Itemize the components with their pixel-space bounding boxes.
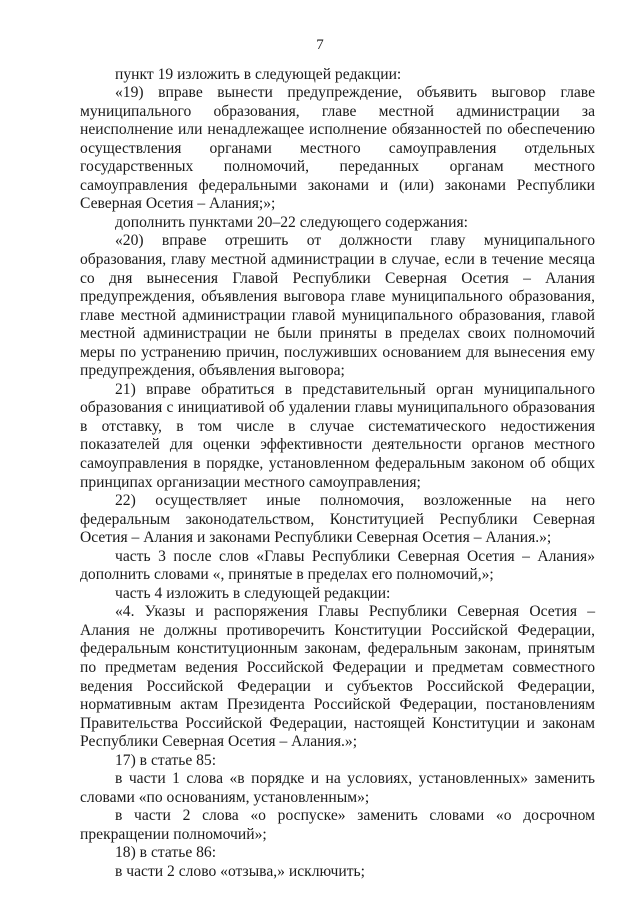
paragraph: часть 4 изложить в следующей редакции:: [115, 584, 391, 602]
paragraph: в части 2 слово «отзыва,» исключить;: [115, 863, 365, 881]
paragraph: пункт 19 изложить в следующей редакции:: [115, 65, 402, 83]
paragraph: «19) вправе вынести предупреждение, объявить выговор главе муниципального образования, главе местной администрации за неисполнение или ненадлежащее исполнение обязанностей по обеспечению осуществления органами местного самоуправления отдельных государственных полномочий, переданных органам местного самоуправления федеральными законами и (или) законами Республики Северная Осетия – Алания;»;: [80, 84, 595, 213]
paragraph: «4. Указы и распоряжения Главы Республики Северная Осетия – Алания не должны противоречить Конституции Российской Федерации, федеральным конституционным законам, федеральным законам, принятым по предметам ведения Российской Федерации и предметам совместного ведения Российской Федерации и субъектов Российской Федерации, нормативным актам Президента Российской Федерации, постановлениям Правительства Российской Федерации, настоящей Конституции и законам Республики Северная Осетия – Алания.»;: [80, 603, 595, 751]
paragraph: дополнить пунктами 20–22 следующего содержания:: [115, 213, 468, 231]
paragraph: 18) в статье 86:: [115, 844, 217, 862]
paragraph: 21) вправе обратиться в представительный орган муниципального образования с инициативой об удалении главы муниципального образования в отставку, в том числе в случае систематического недостижения показателей для оценки эффективности деятельности органов местного самоуправления в порядке, установленном федеральным законом об общих принципах организации местного самоуправления;: [80, 380, 595, 491]
paragraph: 22) осуществляет иные полномочия, возложенные на него федеральным законодательством, Конституцией Республики Северная Осетия – Алания и законами Республики Северная Осетия – Алания.»;: [80, 492, 595, 547]
paragraph: «20) вправе отрешить от должности главу муниципального образования, главу местной администрации в случае, если в течение месяца со дня вынесения Главой Республики Северная Осетия – Алания предупреждения, объявления выговора главе муниципального образования, главе местной администрации главой муниципального образования, главой местной администрации не были приняты в пределах своих полномочий меры по устранению причин, послуживших основанием для вынесения ему предупреждения, объявления выговора;: [80, 232, 595, 380]
page-number: 7: [316, 37, 324, 53]
document-body: [80, 66, 595, 882]
paragraph: часть 3 после слов «Главы Республики Северная Осетия – Алания» дополнить словами «, принятые в пределах его полномочий,»;: [80, 547, 595, 584]
paragraph: в части 2 слова «о роспуске» заменить словами «о досрочном прекращении полномочий»;: [80, 807, 595, 843]
paragraph: в части 1 слова «в порядке и на условиях, установленных» заменить словами «по основаниям, установленным»;: [80, 770, 595, 806]
paragraph: 17) в статье 85:: [115, 751, 217, 769]
